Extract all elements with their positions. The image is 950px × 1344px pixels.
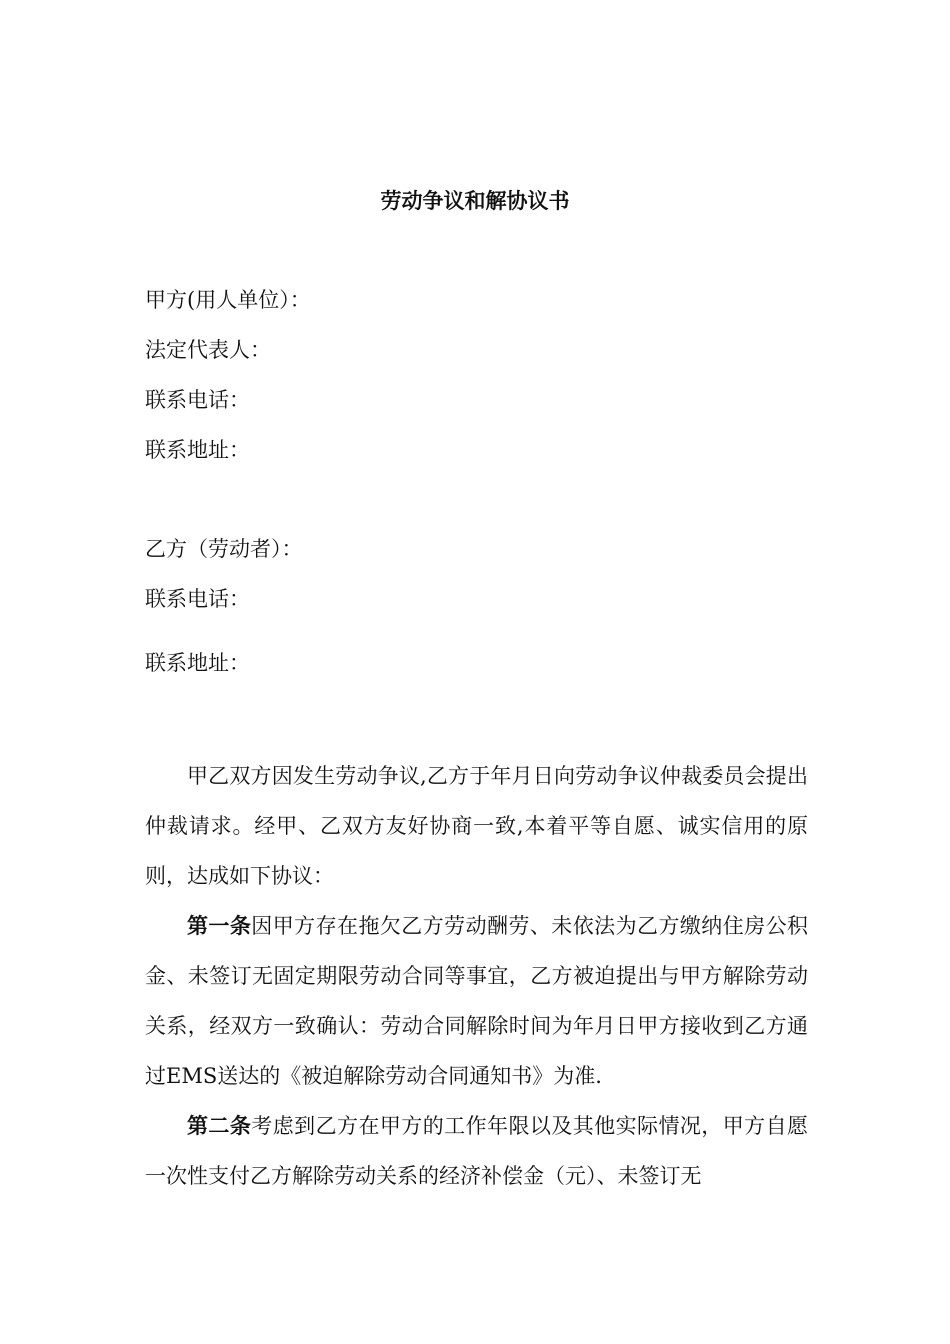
article-2-paragraph [145,1101,808,1201]
document-title: 劳动争议和解协议书 [380,188,570,213]
party-b-address-label: 联系地址： [145,651,250,675]
party-a-label: 甲方(用人单位）： [145,288,311,312]
party-b-label: 乙方（劳动者）： [145,537,303,561]
article-1-paragraph [145,901,808,1101]
intro-paragraph: 甲乙双方因发生劳动争议,乙方于年月日向劳动争议仲裁委员会提出仲裁请求。经甲、乙双方友好协商一致,本着平等自愿、诚实信用的原则，达成如下协议： [145,764,808,888]
article-1-text: 因甲方存在拖欠乙方劳动酬劳、未依法为乙方缴纳住房公积金、未签订无固定期限劳动合同等事宜，乙方被迫提出与甲方解除劳动关系，经双方一致确认：劳动合同解除时间为年月日甲方接收到乙方通过EMS送达的《被迫解除劳动合同通知书》为准. [145,914,809,1088]
article-2-heading: 第二条 [187,1113,252,1138]
article-2-text: 考虑到乙方在甲方的工作年限以及其他实际情况，甲方自愿一次性支付乙方解除劳动关系的经济补偿金（元）、未签订无 [145,1114,809,1188]
party-b-phone-label: 联系电话： [145,587,250,611]
party-a-address-label: 联系地址： [145,438,250,462]
party-a-phone-label: 联系电话： [145,388,250,412]
legal-representative-label: 法定代表人： [145,338,271,362]
article-1-heading: 第一条 [187,913,252,938]
